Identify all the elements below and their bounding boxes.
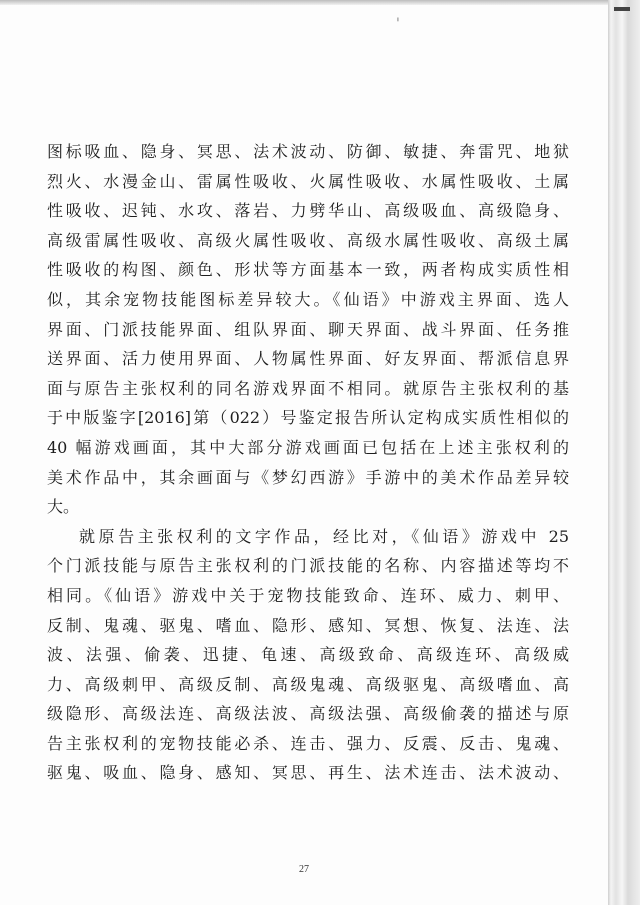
- scan-top-edge: [0, 0, 608, 5]
- text-line: 级隐形、高级法连、高级法波、高级法强、高级偷袭的描述与原: [47, 704, 569, 724]
- text-line: 大。: [47, 497, 80, 517]
- text-line: 面与原告主张权利的同名游戏界面不相同。就原告主张权利的基: [47, 378, 569, 398]
- text-line: 美术作品中，其余画面与《梦幻西游》手游中的美术作品差异较: [47, 467, 569, 487]
- text-line: 送界面、活力使用界面、人物属性界面、好友界面、帮派信息界: [47, 349, 569, 369]
- text-line: 力、高级刺甲、高级反制、高级鬼魂、高级驱鬼、高级嗜血、高: [47, 674, 569, 694]
- text-line: 个门派技能与原告主张权利的门派技能的名称、内容描述等均不: [47, 556, 569, 576]
- text-line: 图标吸血、隐身、冥思、法术波动、防御、敏捷、奔雷咒、地狱: [47, 142, 569, 161]
- text-line: 性吸收、迟钝、水攻、落岩、力劈华山、高级吸血、高级隐身、: [47, 201, 569, 221]
- text-line: 于中版鉴字[2016]第（022）号鉴定报告所认定构成实质性相似的: [47, 408, 569, 428]
- text-line: 界面、门派技能界面、组队界面、聊天界面、战斗界面、任务推: [47, 319, 569, 339]
- text-line: 就原告主张权利的文字作品，经比对，《仙语》游戏中 25: [79, 526, 569, 546]
- text-line: 反制、鬼魂、驱鬼、嗜血、隐形、感知、冥想、恢复、法连、法: [47, 615, 569, 635]
- page-number: 27: [299, 864, 309, 875]
- text-line: 高级雷属性吸收、高级火属性吸收、高级水属性吸收、高级土属: [47, 230, 569, 250]
- text-line: 波、法强、偷袭、迅捷、龟速、高级致命、高级连环、高级威: [47, 645, 569, 665]
- stacked-pages-edge: [608, 0, 640, 905]
- scan-corner-mark: [614, 7, 630, 11]
- text-line: 相同。《仙语》游戏中关于宠物技能致命、连环、威力、刺甲、: [47, 585, 569, 605]
- text-line: 似，其余宠物技能图标差异较大。《仙语》中游戏主界面、选人: [47, 289, 569, 309]
- text-line: 40 幅游戏画面，其中大部分游戏画面已包括在上述主张权利的: [47, 437, 569, 457]
- text-line: 驱鬼、吸血、隐身、感知、冥思、再生、法术连击、法术波动、: [47, 763, 569, 783]
- text-line: 性吸收的构图、颜色、形状等方面基本一致，两者构成实质性相: [47, 260, 569, 280]
- body-text: [47, 137, 569, 788]
- scan-mark: ': [396, 16, 400, 32]
- text-line: 告主张权利的宠物技能必杀、连击、强力、反震、反击、鬼魂、: [47, 733, 569, 753]
- text-line: 烈火、水漫金山、雷属性吸收、火属性吸收、水属性吸收、土属: [47, 171, 569, 191]
